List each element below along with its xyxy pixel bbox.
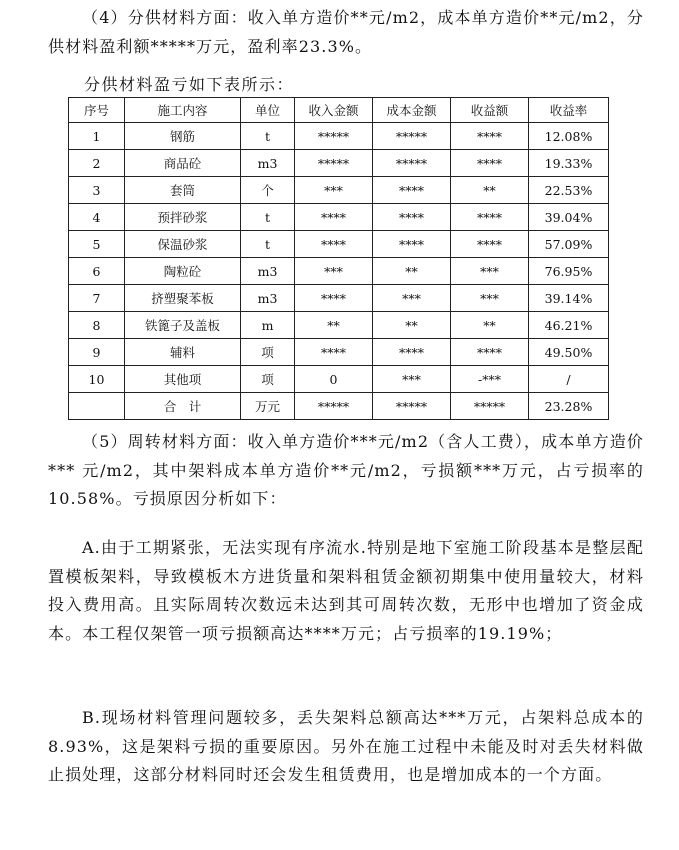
- cell-item: 挤塑聚苯板: [125, 285, 241, 312]
- cell-income: ****: [295, 285, 373, 312]
- cell-rate: 46.21%: [529, 312, 609, 339]
- col-header: 序号: [69, 98, 125, 123]
- col-header: 收益额: [451, 98, 529, 123]
- table-row: [69, 339, 609, 366]
- cell-income: *****: [295, 393, 373, 420]
- cell-cost: ****: [373, 177, 451, 204]
- cell-income: ****: [295, 231, 373, 258]
- cell-profit: ****: [451, 231, 529, 258]
- cell-income: 0: [295, 366, 373, 393]
- cell-income: ***: [295, 177, 373, 204]
- paragraph-a: A.由于工期紧张，无法实现有序流水.特别是地下室施工阶段基本是整层配置模板架料，导致模板木方进货量和架料租赁金额初期集中使用量较大，材料投入费用高。且实际周转次数远未达到其可周转次数，无形中也增加了资金成本。本工程仅架管一项亏损额高达****万元；占亏损率的19.19%；: [48, 538, 644, 643]
- cell-unit: m: [241, 312, 295, 339]
- cell-unit: t: [241, 123, 295, 150]
- cell-cost: ****: [373, 339, 451, 366]
- cell-rate: /: [529, 366, 609, 393]
- cell-unit: 项: [241, 339, 295, 366]
- cell-index: 5: [69, 231, 125, 258]
- col-header: 收入金额: [295, 98, 373, 123]
- table-row: [69, 123, 609, 150]
- cell-cost: *****: [373, 150, 451, 177]
- cell-item: 其他项: [125, 366, 241, 393]
- cell-unit: t: [241, 204, 295, 231]
- cell-cost: **: [373, 312, 451, 339]
- cell-income: ****: [295, 339, 373, 366]
- cell-index: 2: [69, 150, 125, 177]
- cell-profit: ****: [451, 123, 529, 150]
- cell-unit: m3: [241, 285, 295, 312]
- cell-index: 8: [69, 312, 125, 339]
- cell-item: 商品砼: [125, 150, 241, 177]
- cell-unit: t: [241, 231, 295, 258]
- cell-rate: 22.53%: [529, 177, 609, 204]
- materials-table: [68, 97, 609, 420]
- cell-index: 7: [69, 285, 125, 312]
- table-row: [69, 231, 609, 258]
- table-row: [69, 150, 609, 177]
- cell-cost: ****: [373, 231, 451, 258]
- cell-income: **: [295, 312, 373, 339]
- table-row: [69, 366, 609, 393]
- cell-index: 9: [69, 339, 125, 366]
- cell-rate: 12.08%: [529, 123, 609, 150]
- col-header: 施工内容: [125, 98, 241, 123]
- cell-cost: ****: [373, 204, 451, 231]
- cell-income: *****: [295, 150, 373, 177]
- cell-profit: **: [451, 312, 529, 339]
- table-total-row: [69, 393, 609, 420]
- table-row: [69, 177, 609, 204]
- col-header: 成本金额: [373, 98, 451, 123]
- cell-item: 保温砂浆: [125, 231, 241, 258]
- cell-unit: 万元: [241, 393, 295, 420]
- cell-item: 钢筋: [125, 123, 241, 150]
- cell-unit: 个: [241, 177, 295, 204]
- cell-unit: m3: [241, 258, 295, 285]
- cell-profit: ****: [451, 204, 529, 231]
- table-row: [69, 285, 609, 312]
- cell-profit: ***: [451, 285, 529, 312]
- cell-profit: ***: [451, 258, 529, 285]
- paragraph-b: B.现场材料管理问题较多，丢失架料总额高达***万元，占架料总成本的8.93%，这是架料亏损的重要原因。另外在施工过程中未能及时对丢失材料做止损处理，这部分材料同时还会发生租赁费用，也是增加成本的一个方面。: [48, 708, 644, 784]
- cell-item: 套筒: [125, 177, 241, 204]
- paragraph-4: （4）分供材料方面：收入单方造价**元/m2，成本单方造价**元/m2，分供材料盈利额*****万元，盈利率23.3%。: [48, 8, 644, 56]
- cell-profit: *****: [451, 393, 529, 420]
- table-header-row: [69, 98, 609, 123]
- cell-cost: *****: [373, 123, 451, 150]
- cell-item: 辅料: [125, 339, 241, 366]
- cell-rate: 19.33%: [529, 150, 609, 177]
- table-caption: 分供材料盈亏如下表所示：: [84, 75, 295, 94]
- table-row: [69, 258, 609, 285]
- col-header: 收益率: [529, 98, 609, 123]
- cell-income: *****: [295, 123, 373, 150]
- cell-income: ****: [295, 204, 373, 231]
- cell-rate: 49.50%: [529, 339, 609, 366]
- cell-index: 6: [69, 258, 125, 285]
- cell-index: 1: [69, 123, 125, 150]
- paragraph-5: （5）周转材料方面：收入单方造价***元/m2（含人工费），成本单方造价*** 元/m2，其中架料成本单方造价**元/m2，亏损额***万元，占亏损率的10.58%。亏损原因分析如下：: [48, 432, 644, 508]
- cell-item: 预拌砂浆: [125, 204, 241, 231]
- cell-cost: ***: [373, 285, 451, 312]
- cell-rate: 39.04%: [529, 204, 609, 231]
- cell-cost: **: [373, 258, 451, 285]
- cell-profit: ****: [451, 339, 529, 366]
- cell-profit: ****: [451, 150, 529, 177]
- table-row: [69, 312, 609, 339]
- cell-item: 铁篦子及盖板: [125, 312, 241, 339]
- cell-index: 3: [69, 177, 125, 204]
- cell-item: 陶粒砼: [125, 258, 241, 285]
- cell-unit: m3: [241, 150, 295, 177]
- cell-profit: **: [451, 177, 529, 204]
- cell-index: [69, 393, 125, 420]
- cell-index: 10: [69, 366, 125, 393]
- cell-rate: 39.14%: [529, 285, 609, 312]
- cell-cost: ***: [373, 366, 451, 393]
- table-row: [69, 204, 609, 231]
- cell-rate: 76.95%: [529, 258, 609, 285]
- cell-item: 合 计: [125, 393, 241, 420]
- cell-index: 4: [69, 204, 125, 231]
- cell-profit: -***: [451, 366, 529, 393]
- cell-rate: 57.09%: [529, 231, 609, 258]
- cell-cost: *****: [373, 393, 451, 420]
- cell-unit: 项: [241, 366, 295, 393]
- col-header: 单位: [241, 98, 295, 123]
- cell-rate: 23.28%: [529, 393, 609, 420]
- cell-income: ***: [295, 258, 373, 285]
